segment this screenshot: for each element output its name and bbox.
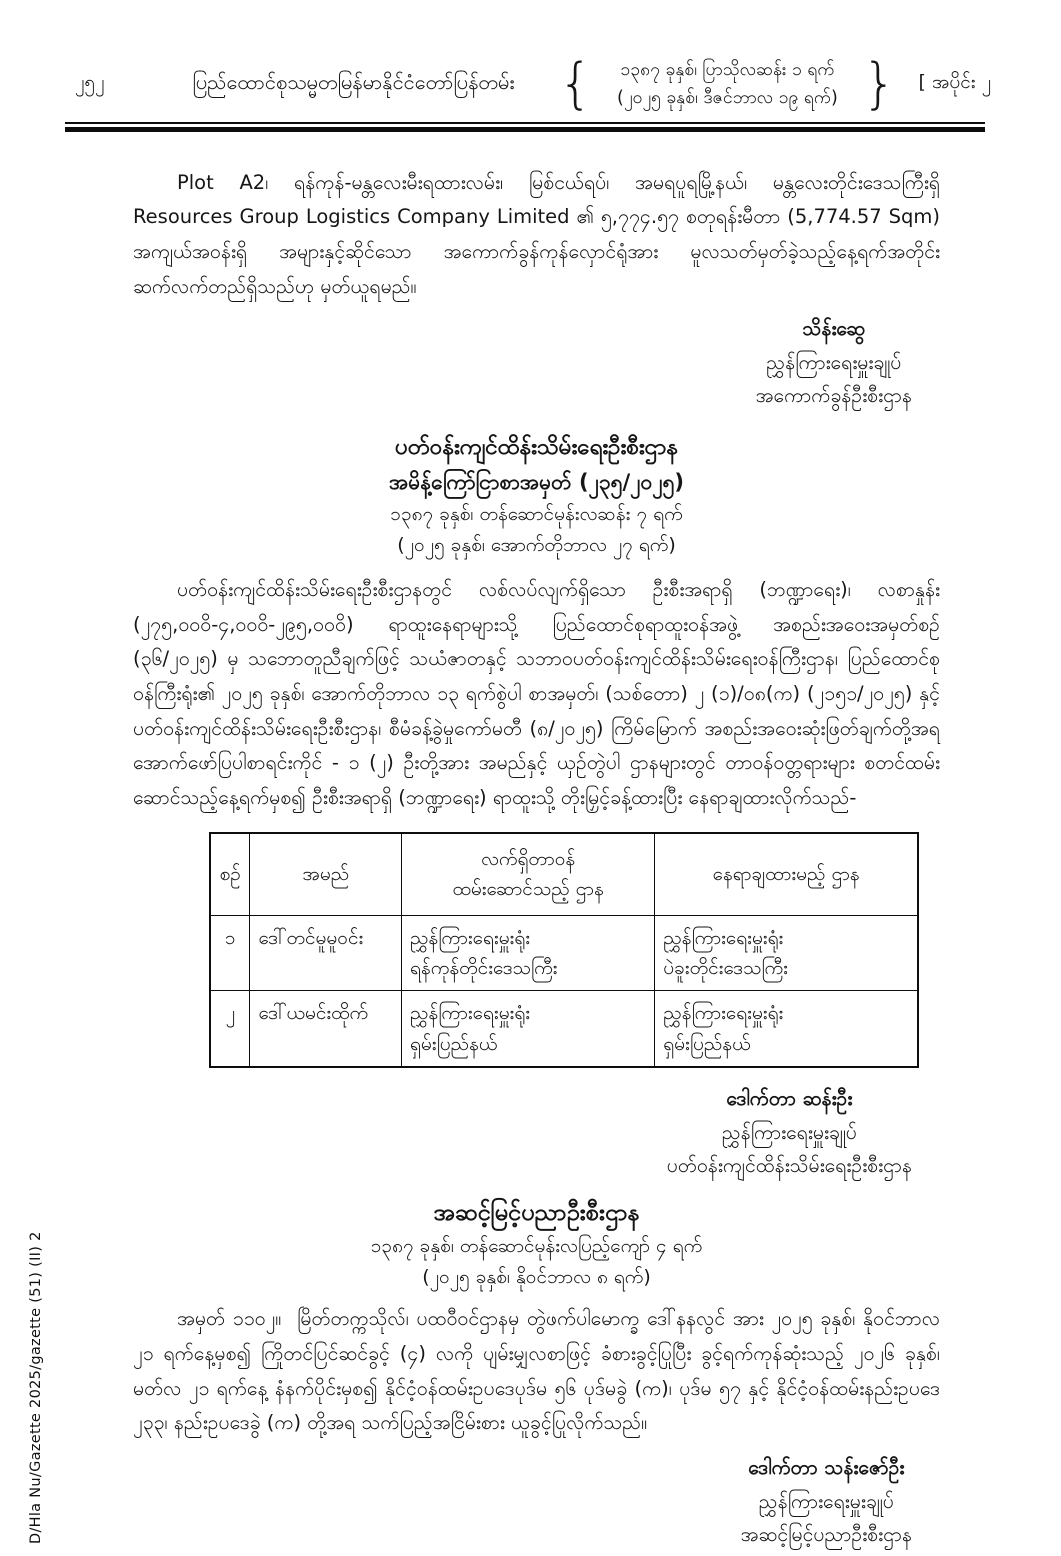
cell-current-line1: ညွှန်ကြားရေးမှူးရုံး [410, 926, 531, 949]
column-header-current-line1: လက်ရှိတာဝန် [481, 847, 576, 870]
cell-current-department [402, 991, 655, 1067]
cell-current-line2: ရှမ်းပြည်နယ် [410, 1032, 498, 1055]
issue-date-block [597, 56, 858, 112]
header-divider [65, 122, 985, 132]
education-section-heading [133, 1193, 940, 1293]
section-date-line2: (၂၀၂၅ ခုနှစ်၊ နိုဝင်ဘာလ ၈ ရက်) [422, 1265, 651, 1288]
signatory-department: ပတ်ဝန်းကျင်ထိန်းသိမ်းရေးဦးစီးဌာန [666, 1154, 912, 1178]
cell-assigned-line1: ညွှန်ကြားရေးမှူးရုံး [663, 1002, 784, 1025]
gazette-title: ပြည်ထောင်စုသမ္မတမြန်မာနိုင်ငံတော်ပြန်တမ်း [192, 70, 515, 94]
table-row [210, 991, 918, 1067]
signatory-name: ဒေါက်တာ သန်းဇော်ဦး [748, 1456, 905, 1480]
cell-current-line2: ရန်ကုန်တိုင်းဒေသကြီး [410, 956, 558, 979]
cell-assigned-line1: ညွှန်ကြားရေးမှူးရုံး [663, 926, 784, 949]
signatory-name: ဒေါက်တာ ဆန်းဦး [726, 1087, 853, 1111]
signatory-department: အကောက်ခွန်ဦးစီးဌာန [755, 384, 912, 408]
cell-current-line1: ညွှန်ကြားရေးမှူးရုံး [410, 1002, 531, 1025]
education-paragraph [133, 1302, 940, 1441]
cell-name: ဒေါ်တင်မူမူဝင်း [250, 915, 402, 991]
order-number-label: အမှတ် ၁၁၀၂။ [177, 1307, 282, 1331]
appointment-table [209, 832, 919, 1068]
environment-paragraph: ပတ်ဝန်းကျင်ထိန်းသိမ်းရေးဦးစီးဌာနတွင် လစ်လပ်လျက်ရှိသော ဦးစီးအရာရှိ (ဘဏ္ဍာရေး)၊ လစာနှုန်း (၂၇၅,၀၀ဝိ-၄,၀၀ဝိ-၂၉၅,၀၀ဝိ) ရာထူးနေရာများသို့ ပြည်ထောင်စုရာထူးဝန်အဖွဲ့ အစည်းအဝေးအမှတ်စဉ် (၃၆/၂၀၂၅) မှ သဘောတူညီချက်ဖြင့် သယံဇာတနှင့် သဘာဝပတ်ဝန်းကျင်ထိန်းသိမ်းရေးဝန်ကြီးဌာန၊ ပြည်ထောင်စုဝန်ကြီးရုံး၏ ၂၀၂၅ ခုနှစ်၊ အောက်တိုဘာလ ၁၃ ရက်စွဲပါ စာအမှတ်၊ (သစ်တော) ၂ (၁)/၀၈(က) (၂၁၅၁/၂၀၂၅) နှင့် ပတ်ဝန်းကျင်ထိန်းသိမ်းရေးဦးစီးဌာန၊ စီမံခန့်ခွဲမှုကော်မတီ (၈/၂၀၂၅) ကြိမ်မြောက် အစည်းအဝေးဆုံးဖြတ်ချက်တို့အရ အောက်ဖော်ပြပါစာရင်းကိုင် - ၁ (၂) ဦးတို့အား အမည်နှင့် ယှဉ်တွဲပါ ဌာနများတွင် တာဝန်ဝတ္တရားများ စတင်ထမ်းဆောင်သည့်နေ့ရက်မှစ၍ ဦးစီးအရာရှိ (ဘဏ္ဍာရေး) ရာထူးသို့ တိုးမြှင့်ခန့်ထားပြီး နေရာချထားလိုက်သည်- [133, 577, 940, 810]
column-header-assigned-department: နေရာချထားမည့် ဌာန [655, 833, 918, 915]
right-brace-icon: } [862, 52, 897, 115]
signatory-name: သိန်းဆွေ [802, 317, 866, 341]
signatory-department: အဆင့်မြင့်ပညာဦးစီးဌာန [740, 1523, 912, 1547]
column-header-current-department [402, 833, 655, 915]
signatory-title: ညွှန်ကြားရေးမှူးချုပ် [758, 1489, 894, 1513]
cell-serial: ၂ [210, 991, 250, 1067]
cell-current-department [402, 915, 655, 991]
signatory-title: ညွှန်ကြားရေးမှူးချုပ် [721, 1120, 857, 1144]
column-header-current-line2: ထမ်းဆောင်သည့် ဌာန [452, 878, 604, 901]
cell-assigned-line2: ရှမ်းပြည်နယ် [663, 1032, 751, 1055]
gazette-reference-vertical-text: D/Hla Nu/Gazette 2025/gazette (51) (II) 2 [28, 1231, 44, 1544]
page-content [133, 166, 940, 1552]
page-number: ၂၅၂ [75, 71, 105, 93]
cell-assigned-line2: ပဲခူးတိုင်းဒေသကြီး [663, 956, 788, 979]
environment-section-heading [133, 429, 940, 561]
cell-serial: ၁ [210, 915, 250, 991]
issue-date-line1: ၁၃၈၇ ခုနှစ်၊ ပြာသိုလဆန်း ၁ ရက် [620, 60, 835, 80]
environment-signature-block [667, 1082, 912, 1183]
gazette-header [75, 52, 991, 115]
column-header-name: အမည် [250, 833, 402, 915]
signatory-title: ညွှန်ကြားရေးမှူးချုပ် [766, 350, 902, 374]
issue-date-line2: (၂၀၂၅ ခုနှစ်၊ ဒီဇင်ဘာလ ၁၉ ရက်) [617, 88, 838, 108]
section-date-line1: ၁၃၈၇ ခုနှစ်၊ တန်ဆောင်မုန်းလပြည့်ကျော် ၄ ရက် [370, 1234, 703, 1257]
left-brace-icon: { [558, 52, 593, 115]
divider-thick-rule [65, 127, 985, 132]
notification-number: အမိန့်ကြော်ငြာစာအမှတ် (၂၃၅/၂၀၂၅) [388, 470, 684, 495]
section-title: အဆင့်မြင့်ပညာဦးစီးဌာန [433, 1197, 640, 1226]
customs-signature-block [756, 312, 912, 413]
section-date-line1: ၁၃၈၇ ခုနှစ်၊ တန်ဆောင်မုန်းလဆန်း ၇ ရက် [390, 503, 683, 526]
cell-assigned-department [655, 915, 918, 991]
section-date-line2: (၂၀၂၅ ခုနှစ်၊ အောက်တိုဘာလ ၂၇ ရက်) [397, 534, 676, 557]
order-text: မြိတ်တက္ကသိုလ်၊ ပထဝီဝင်ဌာနမှ တွဲဖက်ပါမောက္ခ ဒေါ်နနလွင် အား ၂၀၂၅ ခုနှစ်၊ နိုဝင်ဘာလ ၂၁ ရက်နေ့မှစ၍ ကြိုတင်ပြင်ဆင်ခွင့် (၄) လကို ပျမ်းမျှလစာဖြင့် ခံစားခွင့်ပြုပြီး ခွင့်ရက်ကုန်ဆုံးသည့် ၂၀၂၆ ခုနှစ်၊ မတ်လ ၂၁ ရက်နေ့ နံနက်ပိုင်းမှစ၍ နိုင်ငံ့ဝန်ထမ်းဥပဒေပုဒ်မ ၅၆ ပုဒ်မခွဲ (က)၊ ပုဒ်မ ၅၇ နှင့် နိုင်ငံ့ဝန်ထမ်းနည်းဥပဒေ ၂၃၃၊ နည်းဥပဒေခွဲ (က) တို့အရ သက်ပြည့်အငြိမ်းစား ယူခွင့်ပြုလိုက်သည်။ [133, 1307, 940, 1435]
cell-assigned-department [655, 991, 918, 1067]
section-title: ပတ်ဝန်းကျင်ထိန်းသိမ်းရေးဦးစီးဌာန [394, 433, 678, 460]
divider-thin-rule [65, 122, 985, 124]
column-header-no: စဉ် [210, 833, 250, 915]
table-header-row [210, 833, 918, 915]
cell-name: ဒေါ်ယမင်းထိုက် [250, 991, 402, 1067]
customs-paragraph: Plot A2၊ ရန်ကုန်-မန္တလေးမီးရထားလမ်း၊ မြစ်ငယ်ရပ်၊ အမရပူရမြို့နယ်၊ မန္တလေးတိုင်းဒေသကြီးရှိ Resources Group Logistics Company Limited ၏ ၅,၇၇၄.၅၇ စတုရန်းမီတာ (5,774.57 Sqm) အကျယ်အဝန်းရှိ အများနှင့်ဆိုင်သော အကောက်ခွန်ကုန်လှောင်ရုံအား မူလသတ်မှတ်ခဲ့သည့်နေ့ရက်အတိုင်း ဆက်လက်တည်ရှိသည်ဟု မှတ်ယူရမည်။ [133, 170, 940, 298]
table-row [210, 915, 918, 991]
part-label: [ အပိုင်း ၂ [918, 71, 991, 93]
education-signature-block [741, 1451, 912, 1552]
